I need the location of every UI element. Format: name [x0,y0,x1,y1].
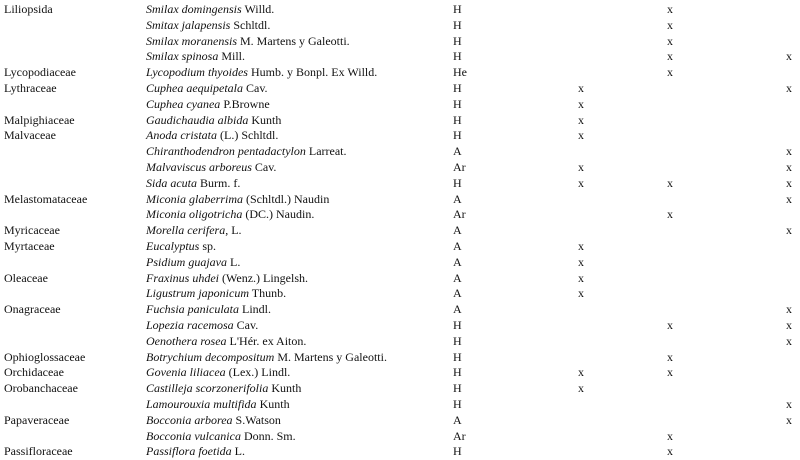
table-row [0,222,800,238]
species-genus: Ligustrum japonicum [146,286,250,301]
presence-col-2: x [667,318,673,332]
species-author: P.Browne [220,96,270,111]
life-form-cell: He [453,65,467,80]
species-cell [146,112,281,128]
species-genus: Castilleja scorzonerifolia [146,381,269,396]
table-row [0,33,800,49]
family-cell: Orobanchaceae [4,381,78,396]
table-row [0,364,800,380]
species-genus: Eucalyptus [146,239,200,253]
life-form-cell: H [453,365,462,380]
species-genus: Bocconia vulcanica [146,428,241,443]
species-cell [146,127,278,143]
presence-col-3: x [786,144,792,159]
presence-col-2: x [667,33,673,48]
life-form-cell: A [453,254,462,269]
presence-col-1: x [578,365,584,380]
species-genus: Passiflora foetida [146,444,232,459]
species-cell [146,443,245,459]
presence-col-1: x [578,381,584,396]
species-cell [146,17,270,33]
species-author: Cav. [233,318,259,332]
species-genus: Smilax moranensis [146,33,237,48]
species-cell [146,80,268,96]
table-row [0,17,800,33]
species-author: Larreat. [305,144,347,159]
presence-col-2: x [667,49,673,64]
species-genus: Smitax jalapensis [146,17,231,32]
species-author: M. Martens y Galeotti. [274,349,387,364]
species-genus: Lopezia racemosa [146,318,234,332]
species-genus: Fuchsia paniculata [146,302,239,317]
presence-col-1: x [578,270,584,285]
presence-col-1: x [578,286,584,301]
presence-col-2: x [667,349,673,364]
presence-col-2: x [667,2,673,16]
table-row [0,143,800,159]
species-cell [146,380,301,396]
species-cell [146,301,271,317]
table-row [0,270,800,286]
species-genus: Cuphea aequipetala [146,81,243,95]
species-genus: Miconia glaberrima [146,191,243,206]
species-genus: Fraxinus uhdei [146,270,219,285]
table-row [0,112,800,128]
table-row [0,175,800,191]
family-cell: Malvaceae [4,128,56,143]
presence-col-2: x [667,65,673,80]
species-genus: Smilax spinosa [146,49,219,64]
species-cell [146,285,286,301]
presence-col-1: x [578,96,584,111]
table-row [0,159,800,175]
life-form-cell: H [453,333,462,348]
species-cell [146,349,387,365]
life-form-cell: H [453,49,462,64]
species-cell [146,64,377,80]
life-form-cell: H [453,33,462,48]
species-cell [146,270,308,286]
life-form-cell: H [453,397,462,411]
species-author: (Wenz.) Lingelsh. [219,270,309,285]
life-form-cell: H [453,444,462,459]
life-form-cell: A [453,412,462,427]
species-author: Burm. f. [197,175,241,190]
presence-col-1: x [578,112,584,127]
species-cell [146,428,296,444]
presence-col-1: x [578,160,584,174]
species-author: Cav. [242,81,268,95]
presence-col-3: x [786,333,792,348]
species-cell [146,396,290,412]
table-row [0,285,800,301]
species-author: Cav. [251,160,277,174]
species-cell [146,143,347,159]
species-author: M. Martens y Galeotti. [237,33,350,48]
life-form-cell: A [453,270,462,285]
species-genus: Gaudichaudia albida [146,112,249,127]
life-form-cell: A [453,223,462,238]
species-genus: Cuphea cyanea [146,96,221,111]
family-cell: Lycopodiaceae [4,65,76,80]
presence-col-3: x [786,397,792,411]
species-author: Kunth [248,112,282,127]
species-cell [146,254,240,270]
species-genus: Anoda cristata [146,128,217,143]
species-author: (L.) Schltdl. [217,128,279,143]
species-author: Mill. [218,49,246,64]
species-genus: Psidium guajava [146,254,227,269]
species-author: , L. [225,223,242,238]
species-cell [146,175,240,191]
life-form-cell: Ar [453,160,466,174]
table-row [0,301,800,317]
species-cell [146,317,258,333]
life-form-cell: H [453,112,462,127]
presence-col-3: x [786,302,792,317]
life-form-cell: H [453,81,462,95]
presence-col-3: x [786,318,792,332]
life-form-cell: H [453,349,462,364]
table-row [0,191,800,207]
species-cell [146,238,216,254]
species-cell [146,333,306,349]
species-cell [146,159,276,175]
species-genus: Oenothera rosea [146,333,227,348]
presence-col-3: x [786,49,792,64]
species-cell [146,96,270,112]
life-form-cell: H [453,318,462,332]
species-cell [146,48,245,64]
presence-col-1: x [578,128,584,143]
life-form-cell: A [453,144,462,159]
family-cell: Onagraceae [4,302,61,317]
table-row [0,1,800,17]
life-form-cell: A [453,191,462,206]
table-row [0,428,800,444]
family-cell: Oleaceae [4,270,48,285]
life-form-cell: H [453,96,462,111]
family-cell: Melastomataceae [4,191,88,206]
presence-col-3: x [786,81,792,95]
table-row [0,238,800,254]
species-cell [146,191,329,207]
species-author: Humb. y Bonpl. Ex Willd. [247,65,378,80]
species-cell [146,364,290,380]
species-genus: Lycopodium thyoides [146,65,248,80]
species-author: sp. [199,239,216,253]
species-author: (Schltdl.) Naudin [243,191,330,206]
presence-col-1: x [578,254,584,269]
table-row [0,333,800,349]
presence-col-3: x [786,412,792,427]
species-genus: Botrychium decompositum [146,349,275,364]
family-cell: Myrtaceae [4,239,55,253]
species-cell [146,206,314,222]
species-genus: Sida acuta [146,175,197,190]
presence-col-3: x [786,160,792,174]
table-row [0,349,800,365]
species-author: Schltdl. [230,17,271,32]
family-cell: Myricaceae [4,223,60,238]
table-row [0,380,800,396]
table-row [0,48,800,64]
table-row [0,96,800,112]
species-author: L'Hér. ex Aiton. [226,333,307,348]
life-form-cell: H [453,2,462,16]
species-author: L. [227,254,241,269]
family-cell: Ophioglossaceae [4,349,86,364]
species-author: (Lex.) Lindl. [225,365,291,380]
species-cell [146,412,281,428]
family-cell: Passifloraceae [4,444,73,459]
life-form-cell: A [453,286,462,301]
species-genus: Govenia liliacea [146,365,226,380]
presence-col-2: x [667,207,673,222]
table-row [0,412,800,428]
presence-col-3: x [786,191,792,206]
family-cell: Papaveraceae [4,412,70,427]
life-form-cell: H [453,128,462,143]
species-author: (DC.) Naudin. [242,207,315,222]
life-form-cell: Ar [453,428,466,443]
life-form-cell: H [453,381,462,396]
presence-col-3: x [786,223,792,238]
species-genus: Morella cerifera [146,223,226,238]
table-row [0,206,800,222]
table-row [0,254,800,270]
presence-col-2: x [667,17,673,32]
species-author: Thunb. [249,286,287,301]
species-author: L. [231,444,246,459]
presence-col-1: x [578,239,584,253]
table-row [0,317,800,333]
family-cell: Lythraceae [4,81,57,95]
species-author: Kunth [256,397,290,411]
life-form-cell: A [453,239,462,253]
presence-col-1: x [578,81,584,95]
presence-col-2: x [667,365,673,380]
life-form-cell: A [453,302,462,317]
species-author: Kunth [268,381,302,396]
table-row [0,396,800,412]
species-author: Lindl. [239,302,271,317]
table-row [0,443,800,459]
presence-col-2: x [667,444,673,459]
table-row [0,64,800,80]
species-cell [146,222,242,238]
species-genus: Malvaviscus arboreus [146,160,252,174]
presence-col-2: x [667,175,673,190]
species-author: Donn. Sm. [240,428,296,443]
species-cell [146,1,274,17]
presence-col-1: x [578,175,584,190]
species-genus: Miconia oligotricha [146,207,243,222]
table-row [0,127,800,143]
family-cell: Malpighiaceae [4,112,75,127]
species-genus: Smilax domingensis [146,2,242,16]
species-genus: Chiranthodendron pentadactylon [146,144,306,159]
species-genus: Lamourouxia multifida [146,397,257,411]
family-cell: Orchidaceae [4,365,64,380]
life-form-cell: H [453,175,462,190]
species-author: Willd. [241,2,275,16]
presence-col-3: x [786,175,792,190]
species-cell [146,33,350,49]
family-cell: Liliopsida [4,2,53,16]
life-form-cell: H [453,17,462,32]
species-author: S.Watson [232,412,281,427]
presence-col-2: x [667,428,673,443]
table-row [0,80,800,96]
life-form-cell: Ar [453,207,466,222]
species-genus: Bocconia arborea [146,412,233,427]
